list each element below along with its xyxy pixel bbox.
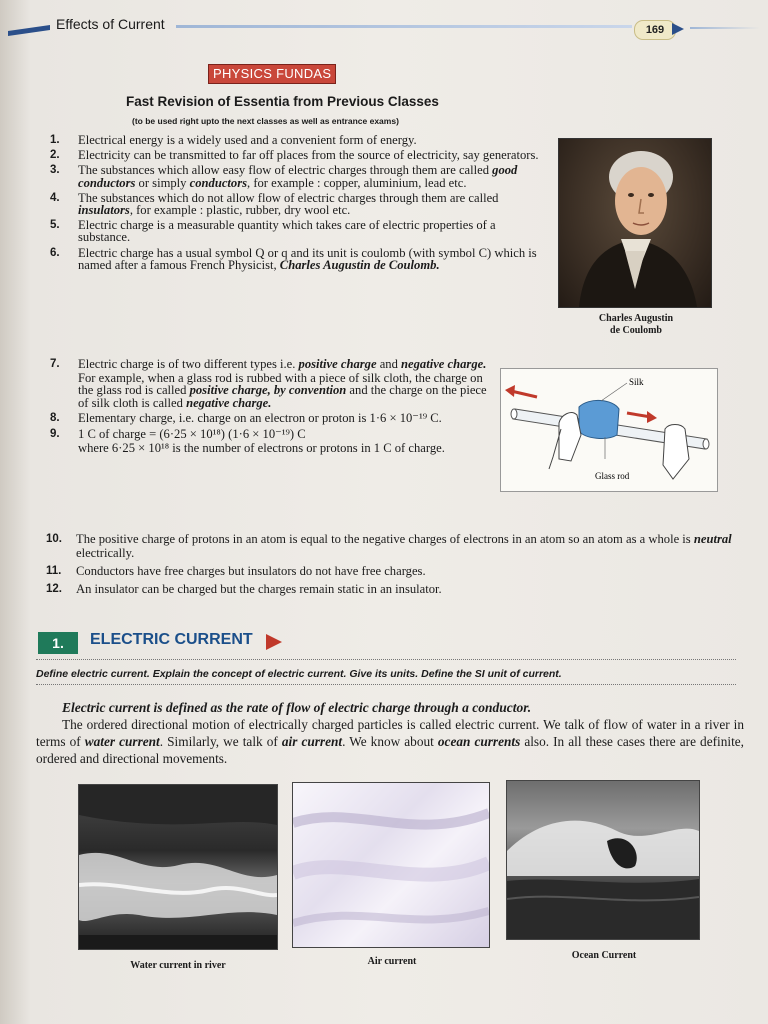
list-item: 9. 1 C of charge = (6·25 × 10¹⁸) (1·6 × 10⁻¹⁹) C [50,427,306,442]
section-heading: ELECTRIC CURRENT [90,631,253,648]
water-current-photo [78,784,278,950]
air-drawing [293,783,489,947]
fast-revision-subtitle: (to be used right upto the next classes as well as entrance exams) [132,116,399,126]
water-current-caption: Water current in river [130,960,226,971]
page-number: 169 [634,20,676,40]
section-number: 1. [38,632,78,654]
ocean-current-caption: Ocean Current [571,950,637,961]
section-question: Define electric current. Explain the concept of electric current. Give its units. Define the SI unit of current. [36,668,562,680]
current-definition: Electric current is defined as the rate of flow of electric charge through a conductor. [62,700,532,715]
silk-label: Silk [629,377,644,387]
list-item: 6. Electric charge has a usual symbol Q or q and its unit is coulomb (with symbol C) which is named after a famous French Physicist, Charles Augustin de Coulomb. [50,245,537,272]
list-item: 1. Electrical energy is a widely used and a convenient form of energy. [50,133,417,147]
list-item: 10. The positive charge of protons in an atom is equal to the negative charges of electrons in an atom so an atom as a whole is neutral electrically. [46,532,732,560]
header-rule [176,25,632,28]
list-item: 5. Electric charge is a measurable quantity which takes care of electric properties of a substance. [50,218,496,245]
glass-rod-label: Glass rod [595,471,630,481]
portrait-drawing [559,139,711,307]
list-item: 3. The substances which allow easy flow of electric charges through them are called good conductors or simply conductors, for example : copper, aluminium, lead etc. [50,163,518,190]
current-paragraph: The ordered directional motion of electrically charged particles is called electric current. We talk of flow of water in a river in terms of water current. Similarly, we talk of air current. We know about ocean currents also. In all these cases there are definite, ordered and directional movements. [36,717,744,766]
air-current-photo [292,782,490,948]
glass-rod-silk-figure [500,368,718,492]
air-current-caption: Air current [367,956,417,967]
list-item: 2. Electricity can be transmitted to far off places from the source of electricity, say generators. [50,148,539,163]
portrait-caption: Charles Augustin de Coulomb [598,313,674,336]
dotted-rule-bottom [36,684,736,685]
page-arrow-icon [672,23,684,35]
list-item: 12. An insulator can be charged but the charges remain static in an insulator. [46,582,442,596]
revision-list-top [50,134,548,271]
list-item: 11. Conductors have free charges but insulators do not have free charges. [46,564,426,578]
header-rule-right [690,27,760,29]
coulomb-portrait-image [558,138,712,308]
list-item: 4. The substances which do not allow flow of electric charges through them are called insulators, for example : plastic, rubber, dry wool etc. [50,190,499,218]
heading-arrow-icon [266,634,282,650]
header-accent-stripe [8,25,50,36]
ocean-current-photo [506,780,700,940]
rod-diagram [501,369,717,491]
ocean-drawing [507,781,699,939]
fast-revision-title: Fast Revision of Essentia from Previous Classes [126,94,439,109]
revision-list-middle [50,358,490,454]
list-item: where 6·25 × 10¹⁸ is the number of electrons or protons in 1 C of charge. [78,441,445,456]
revision-list-bottom [46,532,736,596]
list-item: For example, when a glass rod is rubbed with a piece of silk cloth, the charge on the glass rod is called positive charge, by convention and the charge on the piece of silk cloth is called negative charge. [78,371,487,410]
list-item: 7. Electric charge is of two different types i.e. positive charge and negative charge. [50,357,487,371]
river-drawing [79,785,277,949]
physics-fundas-badge: PHYSICS FUNDAS [208,64,336,84]
dotted-rule-top [36,659,736,660]
chapter-title: Effects of Current [56,16,165,32]
list-item: 8. Elementary charge, i.e. charge on an electron or proton is 1·6 × 10⁻¹⁹ C. [50,410,442,425]
